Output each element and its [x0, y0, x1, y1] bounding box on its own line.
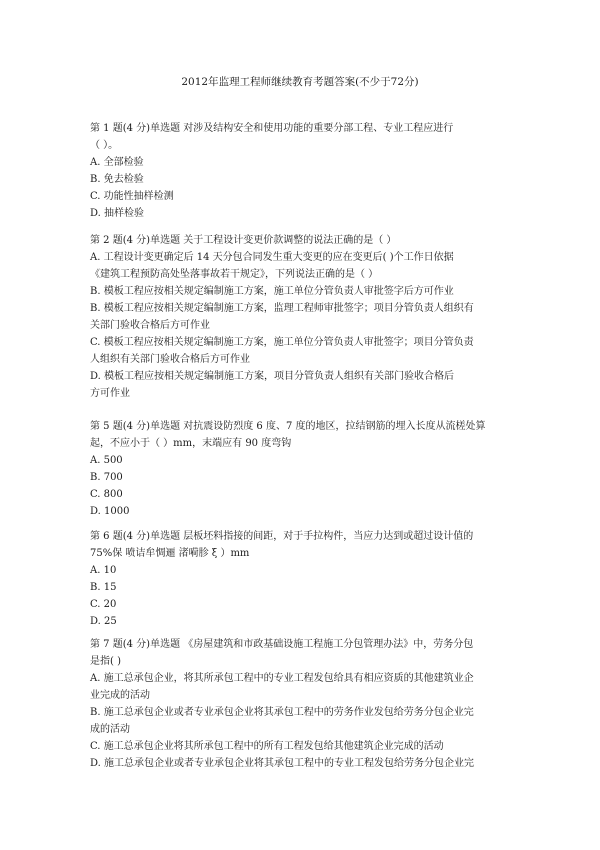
- question-text-line: 第 6 题(4 分)单选题 层板坯料指接的间距，对于手拉构件，当应力达到或超过设计值的: [90, 531, 474, 542]
- answer-option: C. 模板工程应按相关规定编制施工方案，施工单位分管负责人审批签字；项目分管负责: [90, 337, 474, 348]
- question-6: [90, 528, 514, 630]
- answer-option: B. 模板工程应按相关规定编制施工方案，监理工程师审批签字；项目分管负责人组织有: [90, 303, 474, 314]
- answer-option: C. 20: [90, 599, 117, 610]
- answer-option: D. 25: [90, 616, 117, 627]
- answer-option: C. 功能性抽样检测: [90, 191, 174, 202]
- question-text-line: 第 1 题(4 分)单选题 对涉及结构安全和使用功能的重要分部工程、专业工程应进行: [90, 123, 454, 134]
- answer-option: C. 800: [90, 489, 123, 500]
- question-5: [90, 418, 514, 520]
- text-fragment: [90, 385, 514, 402]
- question-text-line: 75%保 喷诘牟惆逦 渚嗬胗 ξ ）mm: [90, 548, 250, 559]
- answer-option: D. 抽样检验: [90, 208, 145, 219]
- question-text-line: 第 7 题(4 分)单选题 《房屋建筑和市政基础设施工程施工分包管理办法》中，劳务分包: [90, 639, 474, 650]
- answer-option: 人组织有关部门验收合格后方可作业: [90, 354, 250, 365]
- question-text-line: 《建筑工程预防高处坠落事故若干规定》，下列说法正确的是（ ）: [90, 269, 379, 280]
- answer-option: 关部门验收合格后方可作业: [90, 320, 210, 331]
- answer-option: A. 500: [90, 455, 123, 466]
- answer-option: 成的活动: [90, 724, 130, 735]
- answer-option: B. 模板工程应按相关规定编制施工方案，施工单位分管负责人审批签字后方可作业: [90, 286, 454, 297]
- question-text-line: （ ）。: [90, 140, 119, 151]
- answer-option: B. 免去检验: [90, 174, 144, 185]
- answer-option: D. 模板工程应按相关规定编制施工方案，项目分管负责人组织有关部门验收合格后: [90, 371, 455, 382]
- answer-option: A. 全部检验: [90, 157, 144, 168]
- answer-option: C. 施工总承包企业将其所承包工程中的所有工程发包给其他建筑企业完成的活动: [90, 741, 444, 752]
- answer-option: A. 10: [90, 565, 117, 576]
- question-text-line: 是指( ): [90, 656, 121, 667]
- answer-option: B. 15: [90, 582, 117, 593]
- question-text-line: 第 2 题(4 分)单选题 关于工程设计变更价款调整的说法正确的是（ ）: [90, 235, 397, 246]
- question-text-line: 起，不应小于（ ）mm，末端应有 90 度弯钩: [90, 438, 292, 449]
- question-7: [90, 636, 514, 772]
- answer-option: B. 施工总承包企业或者专业承包企业将其承包工程中的劳务作业发包给劳务分包企业完: [90, 707, 474, 718]
- answer-option: D. 施工总承包企业或者专业承包企业将其承包工程中的专业工程发包给劳务分包企业完: [90, 758, 475, 769]
- answer-option: D. 1000: [90, 506, 130, 517]
- question-text-line: 方可作业: [90, 388, 130, 399]
- answer-option: B. 700: [90, 472, 123, 483]
- question-text-line: 第 5 题(4 分)单选题 对抗震设防烈度 6 度、7 度的地区，拉结钢筋的埋入长度从流槎处算: [90, 421, 486, 432]
- question-text-line: A. 工程设计变更确定后 14 天分包合同发生重大变更的应在变更后( )个工作日依据: [90, 252, 454, 263]
- answer-option: A. 施工总承包企业，将其所承包工程中的专业工程发包给具有相应资质的其他建筑业企: [90, 673, 474, 684]
- document-title: 2012年监理工程师继续教育考题答案(不少于72分): [181, 76, 419, 88]
- question-2: [90, 232, 514, 385]
- answer-option: 业完成的活动: [90, 690, 150, 701]
- question-1: [90, 120, 514, 222]
